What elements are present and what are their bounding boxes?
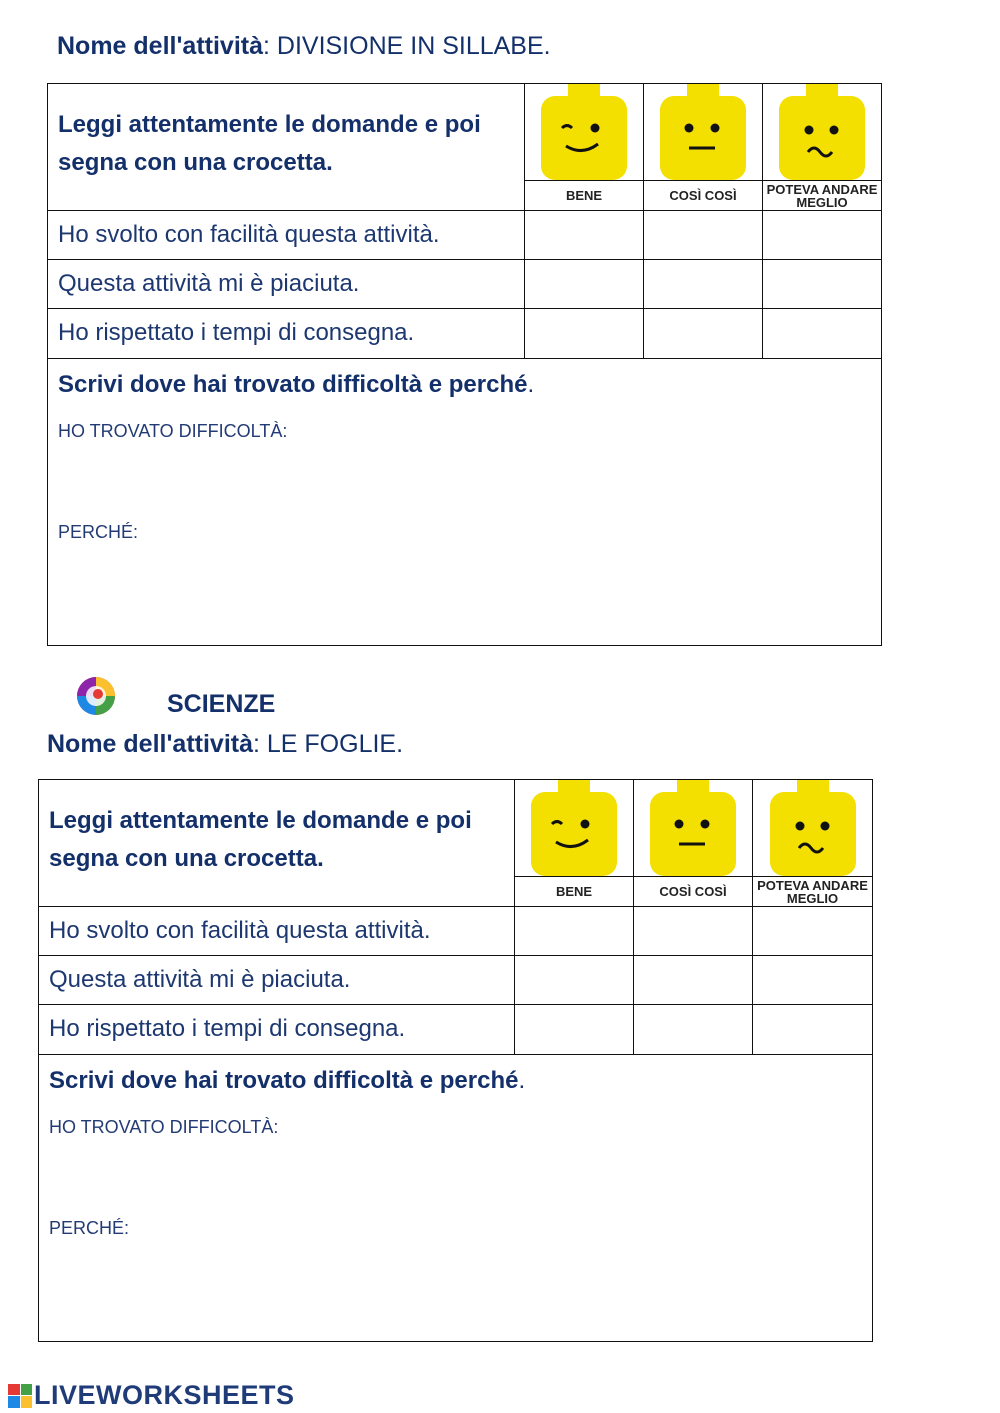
lego-face-unsure-icon: [767, 780, 859, 876]
answer-box-good[interactable]: [525, 309, 644, 359]
instructions: Leggi attentamente le domande e poi segna con una crocetta.: [39, 780, 515, 907]
rating-header-good: BENE: [525, 84, 644, 211]
brand-name: LIVEWORKSHEETS: [34, 1380, 295, 1410]
lego-face-unsure-icon: [776, 84, 868, 180]
rating-header-ok: COSÌ COSÌ: [644, 84, 763, 211]
difficulty-label: HO TROVATO DIFFICOLTÀ:: [58, 421, 288, 441]
rating-header-good: BENE: [515, 780, 634, 907]
lego-face-wink-icon: [528, 780, 620, 876]
subject-heading: SCIENZE: [167, 690, 276, 718]
notes-area[interactable]: [39, 1055, 873, 1342]
answer-box-good[interactable]: [515, 1005, 634, 1055]
answer-box-could-be-better[interactable]: [763, 309, 882, 359]
table-row: [48, 309, 882, 359]
answer-box-good[interactable]: [525, 260, 644, 309]
rating-header-could-be-better: POTEVA ANDARE MEGLIO: [763, 84, 882, 211]
instructions: Leggi attentamente le domande e poi segna con una crocetta.: [48, 84, 525, 211]
notes-heading: Scrivi dove hai trovato difficoltà e perché.: [58, 371, 535, 398]
answer-box-good[interactable]: [515, 956, 634, 1005]
liveworksheets-logo[interactable]: [8, 1380, 295, 1411]
why-label: PERCHÉ:: [49, 1218, 130, 1238]
question: Ho svolto con facilità questa attività.: [39, 907, 515, 956]
answer-box-ok[interactable]: [644, 309, 763, 359]
question: Ho svolto con facilità questa attività.: [48, 211, 525, 260]
evaluation-table-2: [38, 779, 873, 1342]
answer-box-could-be-better[interactable]: [763, 260, 882, 309]
activity-title-1: Nome dell'attività: DIVISIONE IN SILLABE.: [57, 32, 551, 60]
table-row: [39, 1005, 873, 1055]
lego-face-wink-icon: [538, 84, 630, 180]
liveworksheets-icon: [8, 1384, 32, 1408]
answer-box-ok[interactable]: [634, 907, 753, 956]
question: Questa attività mi è piaciuta.: [48, 260, 525, 309]
activity-title-2: Nome dell'attività: LE FOGLIE.: [47, 730, 404, 758]
answer-box-could-be-better[interactable]: [753, 1005, 873, 1055]
lego-face-neutral-icon: [647, 780, 739, 876]
why-label: PERCHÉ:: [58, 522, 139, 542]
question: Ho rispettato i tempi di consegna.: [39, 1005, 515, 1055]
table-row: [39, 956, 873, 1005]
rating-header-could-be-better: POTEVA ANDARE MEGLIO: [753, 780, 873, 907]
answer-box-good[interactable]: [515, 907, 634, 956]
answer-box-ok[interactable]: [644, 260, 763, 309]
lego-face-neutral-icon: [657, 84, 749, 180]
notes-area[interactable]: [48, 359, 882, 646]
table-row: [39, 907, 873, 956]
answer-box-good[interactable]: [525, 211, 644, 260]
answer-box-could-be-better[interactable]: [753, 956, 873, 1005]
spiral-icon: [76, 676, 116, 716]
question: Questa attività mi è piaciuta.: [39, 956, 515, 1005]
notes-heading: Scrivi dove hai trovato difficoltà e perché.: [49, 1067, 526, 1094]
answer-box-could-be-better[interactable]: [763, 211, 882, 260]
evaluation-table-1: [47, 83, 882, 646]
table-row: [48, 211, 882, 260]
answer-box-could-be-better[interactable]: [753, 907, 873, 956]
difficulty-label: HO TROVATO DIFFICOLTÀ:: [49, 1117, 279, 1137]
answer-box-ok[interactable]: [634, 1005, 753, 1055]
answer-box-ok[interactable]: [634, 956, 753, 1005]
question: Ho rispettato i tempi di consegna.: [48, 309, 525, 359]
table-row: [48, 260, 882, 309]
answer-box-ok[interactable]: [644, 211, 763, 260]
rating-header-ok: COSÌ COSÌ: [634, 780, 753, 907]
